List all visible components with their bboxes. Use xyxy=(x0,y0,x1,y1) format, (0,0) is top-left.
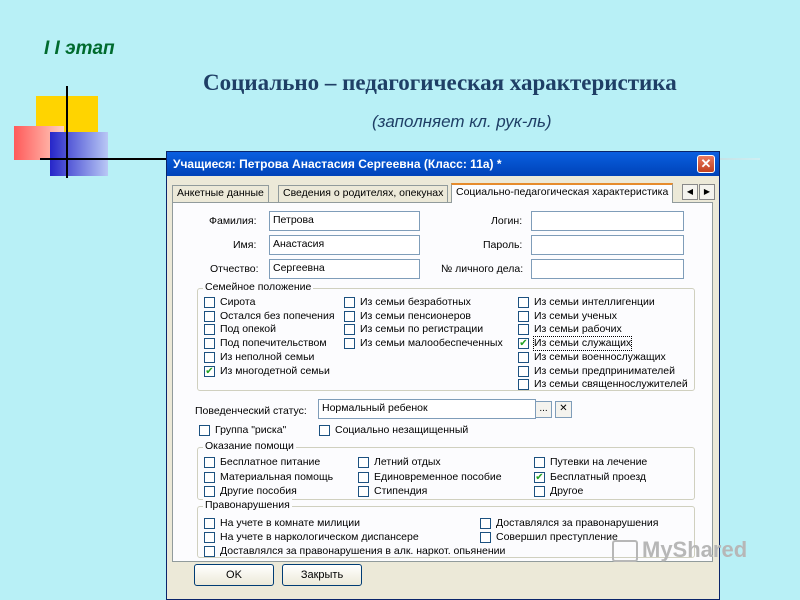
checkbox-item[interactable] xyxy=(518,296,655,309)
clear-icon[interactable]: ✕ xyxy=(555,401,572,418)
behavior-browse-button[interactable]: ... xyxy=(535,401,552,418)
checkbox-item[interactable] xyxy=(204,296,255,309)
watermark-text: MyShared xyxy=(642,537,748,562)
offenses-caption: Правонарушения xyxy=(205,499,290,511)
checkbox-item[interactable] xyxy=(204,323,276,336)
checkbox-item[interactable] xyxy=(344,323,483,336)
checkbox-item[interactable] xyxy=(518,351,666,364)
checkbox-label: Путевки на лечение xyxy=(550,456,648,468)
checkbox-item[interactable] xyxy=(534,456,647,469)
checkbox-box[interactable] xyxy=(204,352,215,363)
assistance-caption: Оказание помощи xyxy=(205,440,294,452)
checkbox-box[interactable] xyxy=(204,311,215,322)
behavior-field[interactable]: Нормальный ребенок xyxy=(318,399,536,419)
socially-unprotected-checkbox[interactable] xyxy=(319,424,468,437)
checkbox-label: Единовременное пособие xyxy=(374,470,502,483)
checkbox-box[interactable] xyxy=(204,472,215,483)
checkbox-box[interactable] xyxy=(534,486,545,497)
patronymic-label: Отчество: xyxy=(210,263,259,275)
checkbox-box[interactable] xyxy=(518,366,529,377)
checkbox-label: Другое xyxy=(550,485,584,498)
checkbox-label: Из семьи по регистрации xyxy=(360,323,484,336)
socially-unprotected-box[interactable] xyxy=(319,425,330,436)
checkbox-item[interactable] xyxy=(204,531,419,544)
checkbox-item[interactable] xyxy=(204,310,335,323)
checkbox-item[interactable] xyxy=(204,337,327,350)
checkmark-icon[interactable]: ✔ xyxy=(205,365,214,377)
checkbox-label: Из семьи военнослужащих xyxy=(534,350,666,363)
surname-label: Фамилия: xyxy=(209,215,257,227)
checkbox-label: Под попечительством xyxy=(220,337,327,350)
checkbox-item[interactable] xyxy=(518,378,688,391)
checkbox-box[interactable] xyxy=(358,472,369,483)
checkbox-box[interactable] xyxy=(204,297,215,308)
checkbox-label: Из семьи священнослужителей xyxy=(534,378,688,391)
checkbox-box[interactable] xyxy=(518,297,529,308)
checkbox-box[interactable] xyxy=(204,486,215,497)
checkbox-label: Доставлялся за правонарушения xyxy=(496,517,659,529)
login-field[interactable] xyxy=(531,211,684,231)
checkbox-label: Стипендия xyxy=(374,485,428,498)
checkbox-item[interactable] xyxy=(358,471,502,484)
patronymic-field[interactable]: Сергеевна xyxy=(269,259,420,279)
checkbox-item[interactable] xyxy=(204,485,297,498)
slide-subtitle: (заполняет кл. рук-ль) xyxy=(372,112,552,131)
checkbox-box[interactable] xyxy=(344,311,355,322)
checkbox-box[interactable] xyxy=(518,324,529,335)
tab-parents-info[interactable]: Сведения о родителях, опекунах xyxy=(278,185,448,202)
checkbox-label: Из семьи предпринимателей xyxy=(534,364,675,377)
checkbox-box[interactable] xyxy=(204,324,215,335)
checkbox-label: Материальная помощь xyxy=(220,470,334,483)
checkbox-item[interactable] xyxy=(480,531,618,544)
checkbox-box[interactable] xyxy=(344,297,355,308)
checkbox-item[interactable] xyxy=(204,471,333,484)
checkbox-item[interactable] xyxy=(204,545,505,558)
name-field[interactable]: Анастасия xyxy=(269,235,420,255)
checkbox-label: Из многодетной семьи xyxy=(220,364,330,377)
checkbox-label: Другие пособия xyxy=(220,485,297,498)
checkbox-item[interactable] xyxy=(480,517,658,530)
checkbox-label: Сирота xyxy=(220,296,256,308)
tab-strip xyxy=(172,183,712,202)
family-status-caption: Семейное положение xyxy=(205,281,312,293)
file-number-label: № личного дела: xyxy=(441,263,524,275)
checkbox-item[interactable] xyxy=(534,485,583,498)
checkbox-item[interactable] xyxy=(204,456,320,469)
risk-group-label: Группа "риска" xyxy=(215,424,287,436)
checkbox-item[interactable] xyxy=(344,337,503,350)
watermark-logo-icon xyxy=(612,540,638,562)
checkmark-icon[interactable]: ✔ xyxy=(519,338,528,350)
checkbox-box[interactable] xyxy=(204,518,215,529)
login-label: Логин: xyxy=(491,215,523,227)
checkbox-box[interactable] xyxy=(204,457,215,468)
checkbox-label: На учете в наркологическом диспансере xyxy=(220,531,419,543)
checkbox-item[interactable] xyxy=(204,351,314,364)
checkbox-label: Из семьи ученых xyxy=(534,309,617,322)
close-button[interactable]: Закрыть xyxy=(282,564,362,586)
checkbox-label: Из неполной семьи xyxy=(220,350,315,363)
checkbox-box[interactable] xyxy=(344,324,355,335)
close-icon[interactable]: ✕ xyxy=(697,155,715,173)
tab-scroll-right-icon[interactable]: ▶ xyxy=(699,184,715,200)
tab-social-pedagogical[interactable]: Социально-педагогическая характеристика xyxy=(451,183,673,203)
checkbox-label: Из семьи интеллигенции xyxy=(534,296,655,308)
checkbox-item[interactable] xyxy=(518,310,617,323)
checkbox-box[interactable] xyxy=(344,338,355,349)
checkbox-label: На учете в комнате милиции xyxy=(220,517,360,529)
password-field[interactable] xyxy=(531,235,684,255)
tab-panel xyxy=(172,202,713,562)
checkbox-item[interactable] xyxy=(358,485,427,498)
checkbox-label: Остался без попечения xyxy=(220,309,335,322)
checkbox-item[interactable] xyxy=(518,337,631,350)
tab-scroll-left-icon[interactable]: ◀ xyxy=(682,184,698,200)
checkbox-box[interactable] xyxy=(480,532,491,543)
checkbox-item[interactable] xyxy=(358,456,441,469)
checkbox-label: Из семьи служащих xyxy=(534,337,632,350)
assistance-group xyxy=(197,440,695,500)
checkbox-box[interactable] xyxy=(480,518,491,529)
checkbox-box[interactable] xyxy=(358,457,369,468)
stage-label: I I этап xyxy=(44,38,115,59)
checkbox-label: Из семьи пенсионеров xyxy=(360,309,472,322)
watermark xyxy=(612,537,747,563)
student-dialog xyxy=(166,151,720,600)
password-label: Пароль: xyxy=(483,239,523,251)
tab-personal-data[interactable]: Анкетные данные xyxy=(172,185,269,202)
checkmark-icon[interactable]: ✔ xyxy=(535,471,544,483)
checkbox-label: Из семьи безработных xyxy=(360,296,471,308)
checkbox-item[interactable] xyxy=(344,296,471,309)
checkbox-box[interactable] xyxy=(518,379,529,390)
checkbox-label: Летний отдых xyxy=(374,456,441,468)
checkbox-box[interactable] xyxy=(518,352,529,363)
ok-button[interactable]: OK xyxy=(194,564,274,586)
checkbox-label: Доставлялся за правонарушения в алк. наркот. опьянении xyxy=(220,545,506,557)
dialog-title: Учащиеся: Петрова Анастасия Сергеевна (Класс: 11а) * xyxy=(173,157,502,171)
slide-title: Социально – педагогическая характеристика xyxy=(203,70,677,95)
checkbox-item[interactable] xyxy=(204,365,330,378)
file-number-field[interactable] xyxy=(531,259,684,279)
checkbox-label: Бесплатный проезд xyxy=(550,470,647,483)
family-status-group xyxy=(197,281,695,391)
checkbox-item[interactable] xyxy=(518,365,675,378)
checkbox-label: Под опекой xyxy=(220,323,276,336)
checkbox-label: Из семьи рабочих xyxy=(534,323,622,336)
risk-group-box[interactable] xyxy=(199,425,210,436)
checkbox-item[interactable] xyxy=(344,310,471,323)
checkbox-label: Совершил преступление xyxy=(496,531,618,543)
checkbox-box[interactable] xyxy=(358,486,369,497)
behavior-label: Поведенческий статус: xyxy=(195,405,307,417)
checkbox-item[interactable] xyxy=(204,517,360,530)
decor-blue-square xyxy=(50,132,108,176)
dialog-titlebar xyxy=(167,152,719,176)
decor-vertical-line xyxy=(66,86,68,178)
risk-group-checkbox[interactable] xyxy=(199,424,286,437)
checkbox-item[interactable] xyxy=(518,323,622,336)
name-label: Имя: xyxy=(233,239,257,251)
checkbox-box[interactable] xyxy=(534,457,545,468)
checkbox-box[interactable] xyxy=(518,311,529,322)
checkbox-box[interactable] xyxy=(204,546,215,557)
checkbox-box[interactable] xyxy=(204,532,215,543)
checkbox-item[interactable] xyxy=(534,471,646,484)
checkbox-label: Бесплатное питание xyxy=(220,456,321,468)
checkbox-label: Из семьи малообеспеченных xyxy=(360,337,503,350)
socially-unprotected-label: Социально незащищенный xyxy=(335,424,469,436)
checkbox-box[interactable] xyxy=(204,338,215,349)
surname-field[interactable]: Петрова xyxy=(269,211,420,231)
